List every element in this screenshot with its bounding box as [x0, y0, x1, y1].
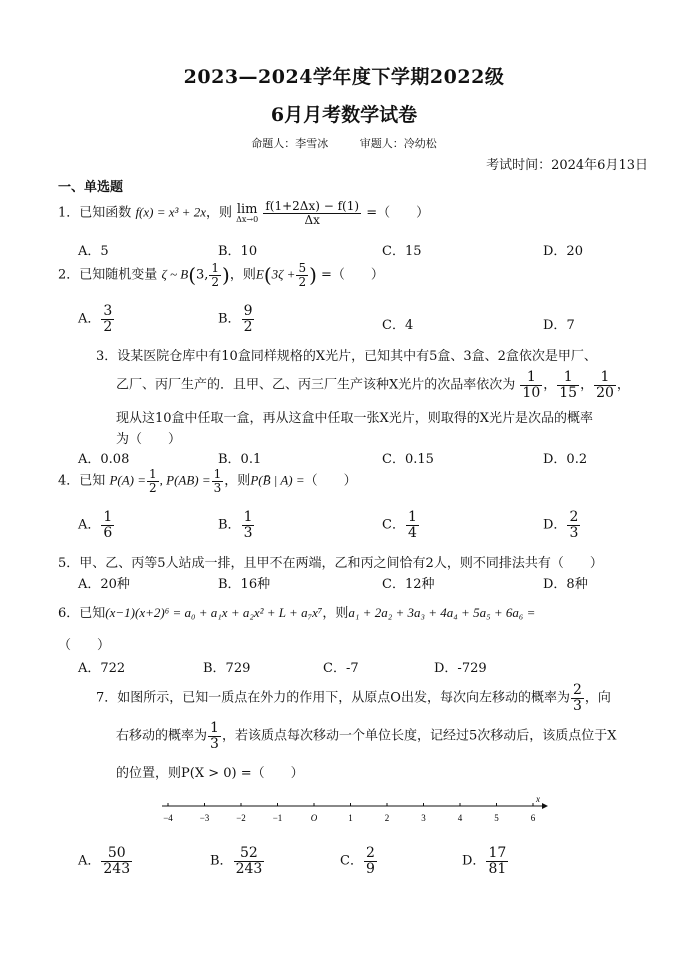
q4-option-d: D． $\frac{2}{3}$: [543, 509, 579, 541]
q2-option-d: D．7: [543, 318, 575, 333]
reviewer-label: 审题人：冷幼松: [359, 137, 437, 150]
q5-option-a: A．20种: [78, 577, 130, 592]
q1-option-d: D．20: [543, 244, 583, 259]
number-line-tick-label: O: [310, 813, 318, 823]
number-line-tick-label: 1: [348, 813, 353, 823]
limit-fraction: $\frac{f(1+2\Delta x) - f(1)}{\Delta x}$: [265, 199, 360, 227]
exam-title-line2: 6月月考数学试卷: [270, 104, 418, 126]
q5-option-b: B．16种: [218, 577, 271, 592]
question-6-line2: （ ）: [58, 638, 111, 653]
number-line-tick-label: 4: [457, 813, 463, 823]
question-6: 6．已知(x−1)(x+2)⁶ = a₀ + a₁x + a₂x² + L + a₇x⁷，则a₁ + 2a₂ + 3a₃ + 4a₄ + 5a₅ + 6a₆ =: [58, 605, 536, 621]
number-line-tick-label: 6: [530, 813, 536, 823]
q6-option-a: A．722: [78, 661, 126, 676]
q3-option-a: A．0.08: [78, 452, 130, 467]
question-3-line1: 3．设某医院仓库中有10盒同样规格的X光片，已知其中有5盒、3盒、2盒依次是甲厂、: [96, 349, 597, 364]
q6-option-d: D．-729: [434, 661, 487, 676]
q7-option-d: D． $\frac{17}{81}$: [462, 845, 507, 877]
q7-option-a: A． $\frac{50}{243}$: [78, 845, 131, 877]
q3-option-d: D．0.2: [543, 452, 588, 467]
question-3-line4: 为（ ）: [116, 432, 182, 447]
number-line-tick-label: −1: [272, 813, 283, 823]
q4-option-a: A． $\frac{1}{6}$: [78, 509, 113, 541]
q6-option-b: B．729: [203, 661, 251, 676]
question-3-line3: 现从这10盒中任取一盒，再从这盒中任取一张X光片，则取得的X光片是次品的概率: [116, 411, 594, 426]
q3-option-b: B．0.1: [218, 452, 262, 467]
question-1: 1．已知函数 f(x) = x³ + 2x，则 lim Δx→0 $\frac{f(1+2\Delta x) - f(1)}{\Delta x}$ =（ ）: [58, 199, 430, 227]
exam-title-line1: 2023—2024学年度下学期2022级: [183, 66, 505, 88]
authors-line: [0, 135, 688, 151]
q3-option-c: C．0.15: [382, 452, 434, 467]
question-5: 5．甲、乙、丙等5人站成一排，且甲不在两端，乙和丙之间恰有2人，则不同排法共有（ ）: [58, 556, 603, 571]
q1-option-c: C．15: [382, 244, 422, 259]
q5-option-d: D．8种: [543, 577, 588, 592]
q1-option-b: B．10: [218, 244, 258, 259]
limit-operator: lim Δx→0: [236, 201, 259, 224]
number-line-arrow: [542, 803, 548, 809]
question-7-line1: 7．如图所示，已知一质点在外力的作用下，从原点O出发，每次向左移动的概率为 $\frac{2}{3}$ ，向: [96, 682, 611, 714]
q5-option-c: C．12种: [382, 577, 435, 592]
number-line-tick-label: 3: [421, 813, 426, 823]
question-7-line2: 右移动的概率为 $\frac{1}{3}$ ，若该质点每次移动一个单位长度，记经过5次移动后，该质点位于X: [116, 720, 617, 752]
question-4: 4．已知 P(A) = $\frac{1}{2}$ , P(AB) = $\frac{1}{3}$ ，则P(B̄ | A) =（ ）: [58, 467, 357, 495]
q1-option-a: A．5: [78, 244, 109, 259]
q2-option-a: A． $\frac{3}{2}$: [78, 303, 113, 335]
q7-option-b: B． $\frac{52}{243}$: [210, 845, 263, 877]
q7-option-c: C． $\frac{2}{9}$: [340, 845, 375, 877]
number-line-figure: [160, 796, 550, 826]
q6-option-c: C．-7: [323, 661, 359, 676]
q4-option-b: B． $\frac{1}{3}$: [218, 509, 253, 541]
number-line-tick-label: −3: [199, 813, 210, 823]
number-line-tick-label: 5: [494, 813, 499, 823]
q2-option-c: C．4: [382, 318, 414, 333]
q2-option-b: B． $\frac{9}{2}$: [218, 303, 253, 335]
q4-option-c: C． $\frac{1}{4}$: [382, 509, 417, 541]
number-line-tick-label: 2: [384, 813, 390, 823]
number-line-tick-label: −2: [236, 813, 246, 823]
exam-time: 考试时间：2024年6月13日: [486, 158, 648, 173]
number-line-tick-label: −4: [163, 813, 173, 823]
author-label: 命题人：李雪冰: [251, 137, 329, 150]
section-title: 一、单选题: [58, 180, 124, 195]
question-7-line3: 的位置，则P(X > 0) =（ ）: [116, 766, 304, 781]
question-3-line2: 乙厂、丙厂生产的．且甲、乙、丙三厂生产该种X光片的次品率依次为 $\frac{1}{10}$ ， $\frac{1}{15}$ ， $\frac{1}{20}$ ，: [116, 369, 630, 401]
question-2: 2．已知随机变量 ζ ~ B(3, $\frac{1}{2}$ )，则E(3ζ + $\frac{5}{2}$ ) =（ ）: [58, 261, 384, 289]
axis-label-x: x: [536, 796, 540, 804]
